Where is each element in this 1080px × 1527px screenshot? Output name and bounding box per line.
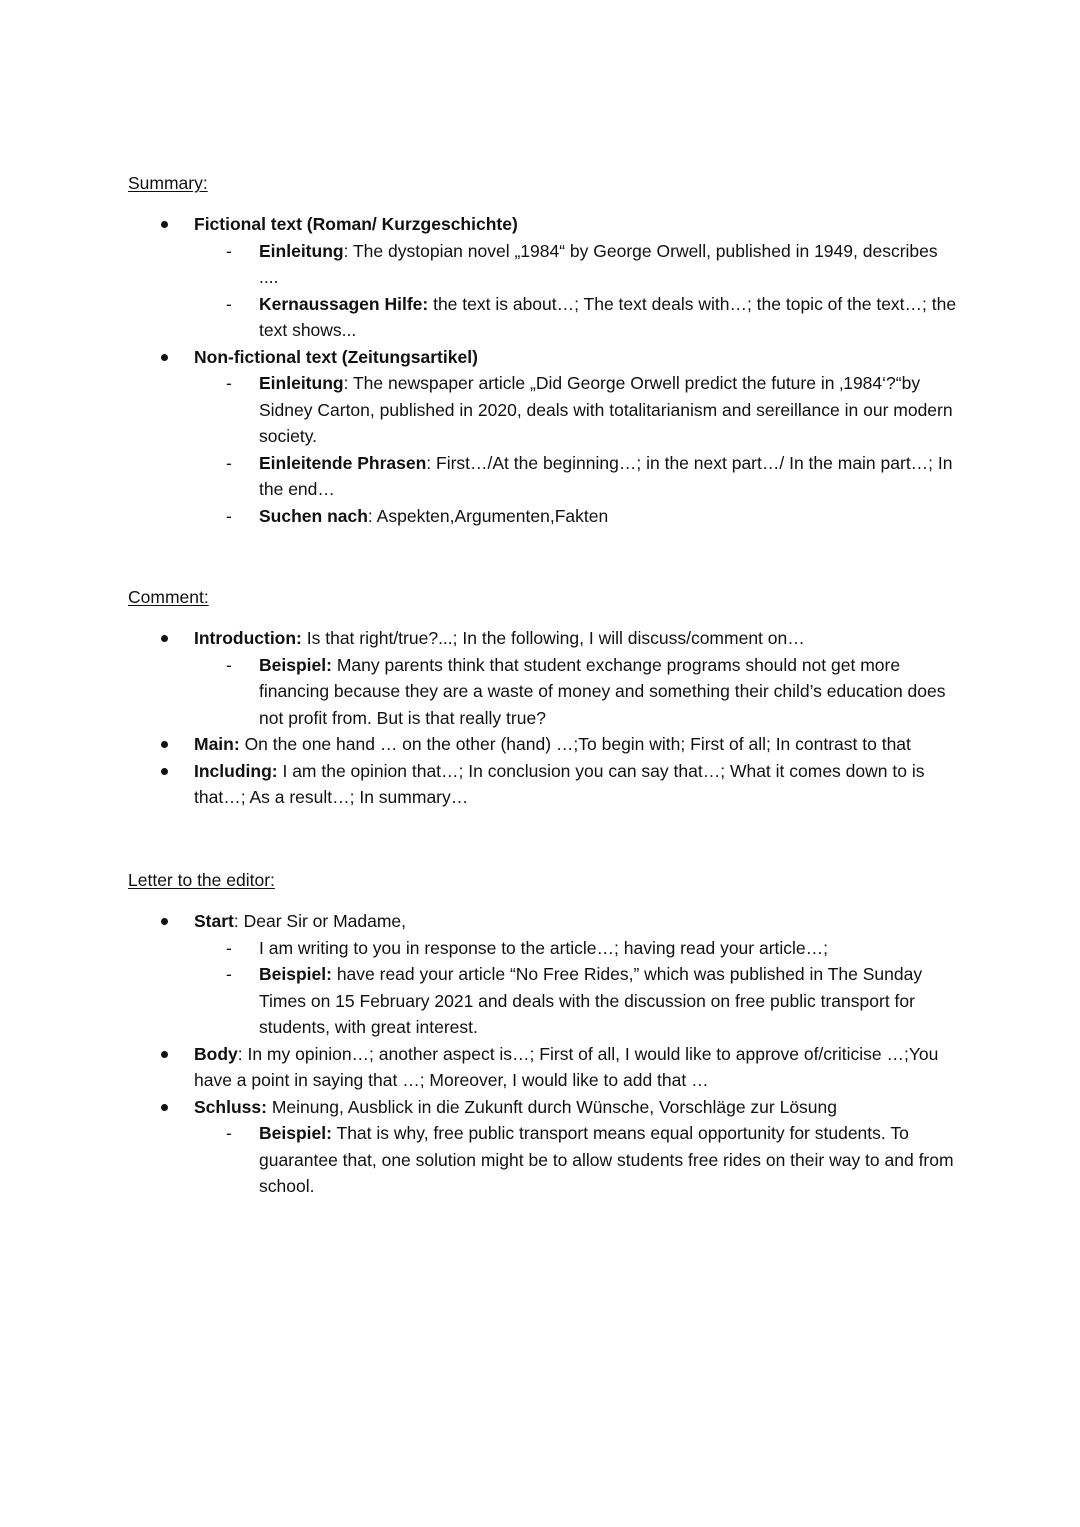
comment-intro-label: Introduction:: [194, 628, 302, 648]
fictional-einleitung-text: : The dystopian novel „1984“ by George Orwell, published in 1949, describes ....: [259, 240, 938, 287]
comment-main-label: Main:: [194, 734, 240, 754]
letter-beispiel2-text: That is why, free public transport means equal opportunity for students. To guarantee that, one solution might be to allow students free rides on their way to and from school.: [259, 1123, 954, 1196]
comment-introduction-item: [128, 625, 958, 652]
letter-section: [128, 867, 958, 1200]
letter-start-item: [128, 908, 958, 935]
letter-schluss-text: Meinung, Ausblick in die Zukunft durch Wünsche, Vorschläge zur Lösung: [266, 1096, 837, 1117]
letter-writing-item: - I am writing to you in response to the article…; having read your article…;: [128, 935, 958, 962]
comment-main-item: [128, 731, 958, 758]
nonfictional-suchen-item: [128, 503, 958, 530]
letter-beispiel1-label: Beispiel:: [259, 964, 332, 984]
nonfictional-einleitung-item: [128, 370, 958, 450]
letter-body-label: Body: [194, 1043, 238, 1064]
summary-list: [128, 211, 958, 529]
letter-heading: Letter to the editor:: [128, 870, 275, 890]
fictional-einleitung-item: [128, 238, 958, 291]
letter-beispiel1-item: [128, 961, 958, 1041]
nonfictional-phrasen-label: Einleitende Phrasen: [259, 452, 427, 473]
comment-beispiel-item: [128, 652, 958, 732]
comment-intro-text: Is that right/true?...; In the following, I will discuss/comment on…: [301, 628, 805, 648]
letter-schluss-label: Schluss:: [194, 1096, 267, 1117]
comment-list: [128, 625, 958, 811]
letter-list: [128, 908, 958, 1200]
comment-including-label: Including:: [194, 760, 278, 781]
nonfictional-suchen-text: : Aspekten,Argumenten,Fakten: [367, 505, 609, 526]
fictional-kernaussagen-item: [128, 291, 958, 344]
fictional-text-item: Fictional text (Roman/ Kurzgeschichte): [128, 211, 958, 238]
comment-beispiel-label: Beispiel:: [259, 654, 332, 675]
comment-including-item: [128, 758, 958, 811]
nonfictional-text-item: Non-fictional text (Zeitungsartikel): [128, 344, 958, 371]
nonfictional-einleitung-label: Einleitung: [259, 373, 344, 393]
fictional-einleitung-label: Einleitung: [259, 240, 344, 261]
nonfictional-phrasen-item: [128, 450, 958, 503]
summary-section: [128, 170, 958, 529]
summary-heading: Summary:: [128, 173, 208, 193]
fictional-kern-text: the text is about…; The text deals with…; the topic of the text…; the text shows...: [259, 293, 957, 340]
comment-including-text: I am the opinion that…; In conclusion you can say that…; What it comes down to is that…; As a result…; In summary…: [194, 760, 925, 807]
letter-start-label: Start: [194, 911, 234, 931]
letter-beispiel2-item: [128, 1120, 958, 1200]
comment-section: [128, 584, 958, 811]
nonfictional-einleitung-text: : The newspaper article „Did George Orwell predict the future in ‚1984‘?“by Sidney Carton, published in 2020, deals with totalitarianism and sereillance in our modern society.: [259, 373, 953, 446]
nonfictional-phrasen-text: : First…/At the beginning…; in the next part…/ In the main part…; In the end…: [259, 452, 953, 499]
letter-schluss-item: [128, 1094, 958, 1121]
letter-beispiel2-label: Beispiel:: [259, 1123, 332, 1143]
nonfictional-suchen-label: Suchen nach: [259, 505, 368, 526]
comment-main-text: On the one hand … on the other (hand) …;To begin with; First of all; In contrast to that: [239, 734, 911, 754]
comment-beispiel-text: Many parents think that student exchange programs should not get more financing because they are a waste of money and something their child’s education does not profit from. But is that really true?: [259, 654, 946, 728]
letter-start-text: : Dear Sir or Madame,: [233, 911, 407, 931]
letter-beispiel1-text: have read your article “No Free Rides,” which was published in The Sunday Times on 15 February 2021 and deals with the discussion on free public transport for students, with great interest.: [259, 964, 923, 1037]
letter-body-text: : In my opinion…; another aspect is…; First of all, I would like to approve of/criticise …;You have a point in saying that …; Moreover, I would like to add that …: [194, 1043, 939, 1090]
comment-heading: Comment:: [128, 587, 209, 607]
fictional-kern-label: Kernaussagen Hilfe:: [259, 293, 429, 314]
letter-body-item: [128, 1041, 958, 1094]
